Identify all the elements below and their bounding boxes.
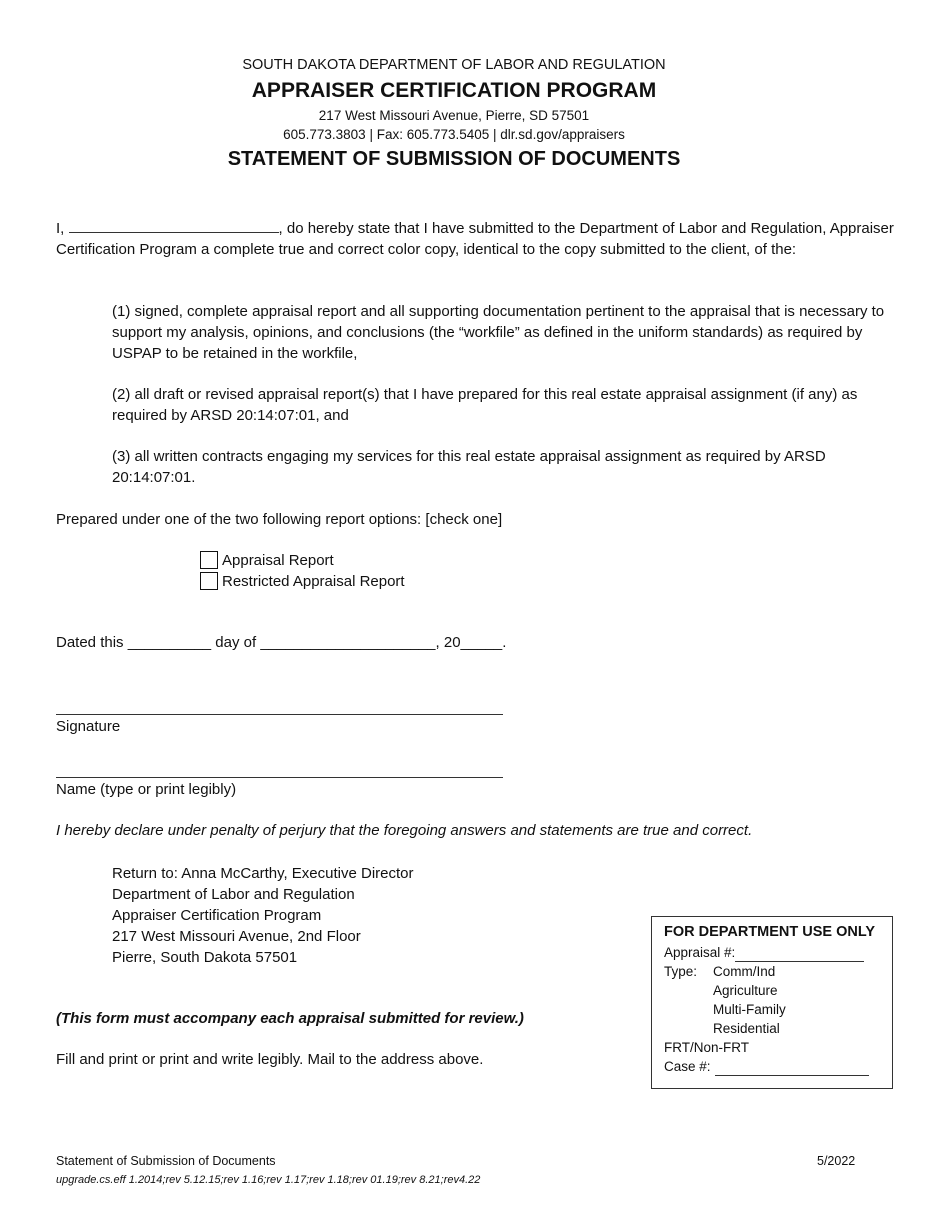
appraisal-report-label: Appraisal Report [222,551,334,569]
type-residential: Residential [713,1021,780,1036]
signature-label: Signature [56,718,121,735]
form-title: STATEMENT OF SUBMISSION OF DOCUMENTS [227,148,681,170]
statement-item-3: (3) all written contracts engaging my services for this real estate appraisal assignment as required by ARSD 20:14:07:01. [112,448,826,486]
footer-date: 5/2022 [817,1154,856,1168]
statement-item-1: (1) signed, complete appraisal report and all supporting documentation pertinent to the appraisal that is necessary to support my analysis, opinions, and conclusions (the “workfile” as defined in the uniform standards) as required by USPAP to be retained in the workfile, [112,303,885,362]
report-options-intro: Prepared under one of the two following report options: [check one] [56,511,503,528]
appraisal-number-label: Appraisal #: [664,945,736,960]
name-line[interactable] [56,777,503,778]
type-multi-family: Multi-Family [713,1002,786,1017]
option-appraisal-report[interactable] [200,551,334,569]
frt-label: FRT/Non-FRT [664,1040,750,1055]
program-contact: 605.773.3803 | Fax: 605.773.5405 | dlr.sd.gov/appraisers [283,127,625,142]
return-line-3: Appraiser Certification Program [112,907,322,924]
case-number-label: Case #: [664,1059,711,1074]
type-agriculture: Agriculture [713,983,778,998]
restricted-appraisal-report-label: Restricted Appraisal Report [222,572,405,590]
program-name: APPRAISER CERTIFICATION PROGRAM [251,79,657,102]
type-row [664,962,892,981]
appraisal-number-field[interactable] [735,946,864,962]
return-line-5: Pierre, South Dakota 57501 [112,949,298,966]
footer-form-name: Statement of Submission of Documents [56,1154,276,1168]
appraisal-report-checkbox[interactable] [200,551,218,569]
return-address [112,863,414,968]
intro-statement [56,218,896,260]
return-line-2: Department of Labor and Regulation [112,886,355,903]
intro-text: , do hereby state that I have submitted to the Department of Labor and Regulation, Appraiser Certification Program a complete true and correct color copy, identical to the copy submitted to the client, of the: [56,220,894,258]
department-use-box [651,916,893,1089]
footer-revision: upgrade.cs.eff 1.2014;rev 5.12.15;rev 1.16;rev 1.17;rev 1.18;rev 01.19;rev 8.21;rev4.22 [56,1174,481,1186]
return-line-4: 217 West Missouri Avenue, 2nd Floor [112,928,361,945]
type-label: Type: [664,964,698,979]
signature-line[interactable] [56,714,503,715]
name-blank-field[interactable] [69,218,279,233]
restricted-appraisal-report-checkbox[interactable] [200,572,218,590]
department-name: SOUTH DAKOTA DEPARTMENT OF LABOR AND REGULATION [242,57,666,73]
case-number-row [664,1057,892,1076]
case-number-field[interactable] [715,1060,869,1076]
intro-prefix: I, [56,220,65,237]
perjury-declaration: I hereby declare under penalty of perjury that the foregoing answers and statements are true and correct. [56,822,753,839]
option-restricted-appraisal-report[interactable] [200,572,405,590]
dated-line[interactable]: Dated this __________ day of _____________________, 20_____. [56,634,507,651]
department-use-title: FOR DEPARTMENT USE ONLY [664,924,876,940]
fill-instructions: Fill and print or print and write legibly. Mail to the address above. [56,1051,484,1068]
name-label: Name (type or print legibly) [56,781,237,798]
accompany-note: (This form must accompany each appraisal submitted for review.) [56,1010,524,1027]
program-address: 217 West Missouri Avenue, Pierre, SD 57501 [318,108,590,123]
appraisal-number-row [664,943,892,962]
statement-item-2: (2) all draft or revised appraisal report(s) that I have prepared for this real estate appraisal assignment (if any) as required by ARSD 20:14:07:01, and [112,386,858,424]
type-comm-ind: Comm/Ind [713,964,776,979]
return-line-1: Return to: Anna McCarthy, Executive Director [112,865,414,882]
